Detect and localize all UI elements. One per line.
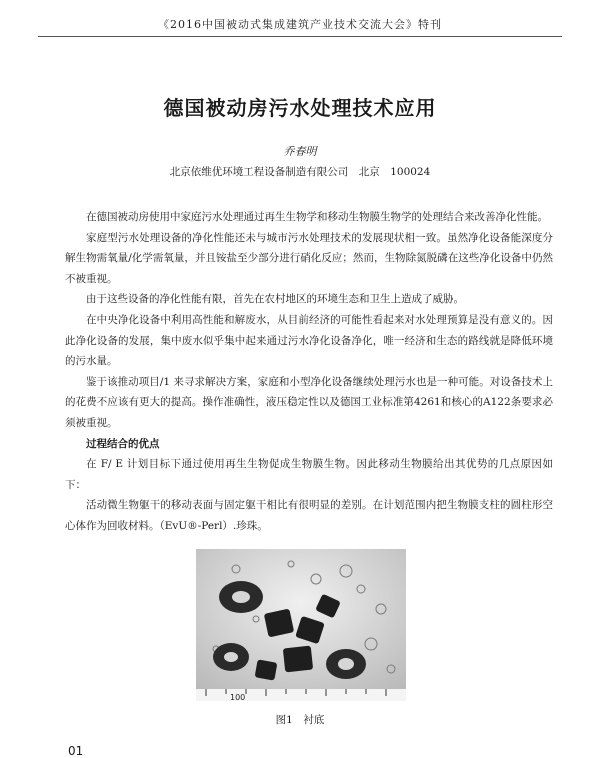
author-name: 乔春明	[283, 145, 317, 158]
substrate-photo-drawing	[196, 549, 406, 701]
author-affiliation: 北京依维优环境工程设备制造有限公司 北京 100024	[169, 166, 431, 178]
paragraph-7: 活动微生物躯干的移动表面与固定躯干相比有很明显的差别。在计划范围内把生物膜支柱的圆柱形空心体作为回收材料。（EvU®-Perl）.珍珠。	[65, 499, 553, 532]
header-rule	[38, 36, 562, 37]
ruler-label: 100	[230, 693, 246, 701]
paragraph-2: 家庭型污水处理设备的净化性能还未与城市污水处理技术的发展现状相一致。虽然净化设备能深度分解生物需氧量/化学需氧量，并且铵盐至少部分进行硝化反应；然而，生物除氮脱磷在这些净化设备中仍然不被重视。	[65, 231, 553, 285]
paper-title: 德国被动房污水处理技术应用	[163, 96, 437, 120]
paragraph-4: 在中央净化设备中利用高性能和解废水，从目前经济的可能性看起来对水处理预算是没有意义的。因此净化设备的发展，集中废水似乎集中起来通过污水净化设备净化，唯一经济和生态的路线就是降低环境的污水量。	[65, 313, 553, 368]
paragraph-1: 在德国被动房使用中家庭污水处理通过再生生物学和移动生物膜生物学的处理结合来改善净化性能。	[86, 211, 548, 223]
paragraph-6: 在 F/ E 计划目标下通过使用再生生物促成生物膜生物。因此移动生物膜给出其优势的几点原因如下：	[65, 458, 553, 491]
paragraph-5: 鉴于该推动项目/1 来寻求解决方案，家庭和小型净化设备继续处理污水也是一种可能。对设备技术上的花费不应该有更大的提高。操作准确性，液压稳定性以及德国工业标准第4261和核心的A122条要求必须被重视。	[65, 375, 553, 429]
paragraph-3: 由于这些设备的净化性能有限，首先在农村地区的环境生态和卫生上造成了威胁。	[86, 293, 464, 306]
page-number: 01	[68, 744, 84, 758]
figure-caption: 图1 衬底	[275, 714, 325, 726]
article-body	[65, 207, 553, 537]
substrate-photo	[196, 549, 406, 701]
section-heading: 过程结合的优点	[86, 437, 160, 450]
running-header: 《2016中国被动式集成建筑产业技术交流大会》特刊	[158, 18, 442, 31]
